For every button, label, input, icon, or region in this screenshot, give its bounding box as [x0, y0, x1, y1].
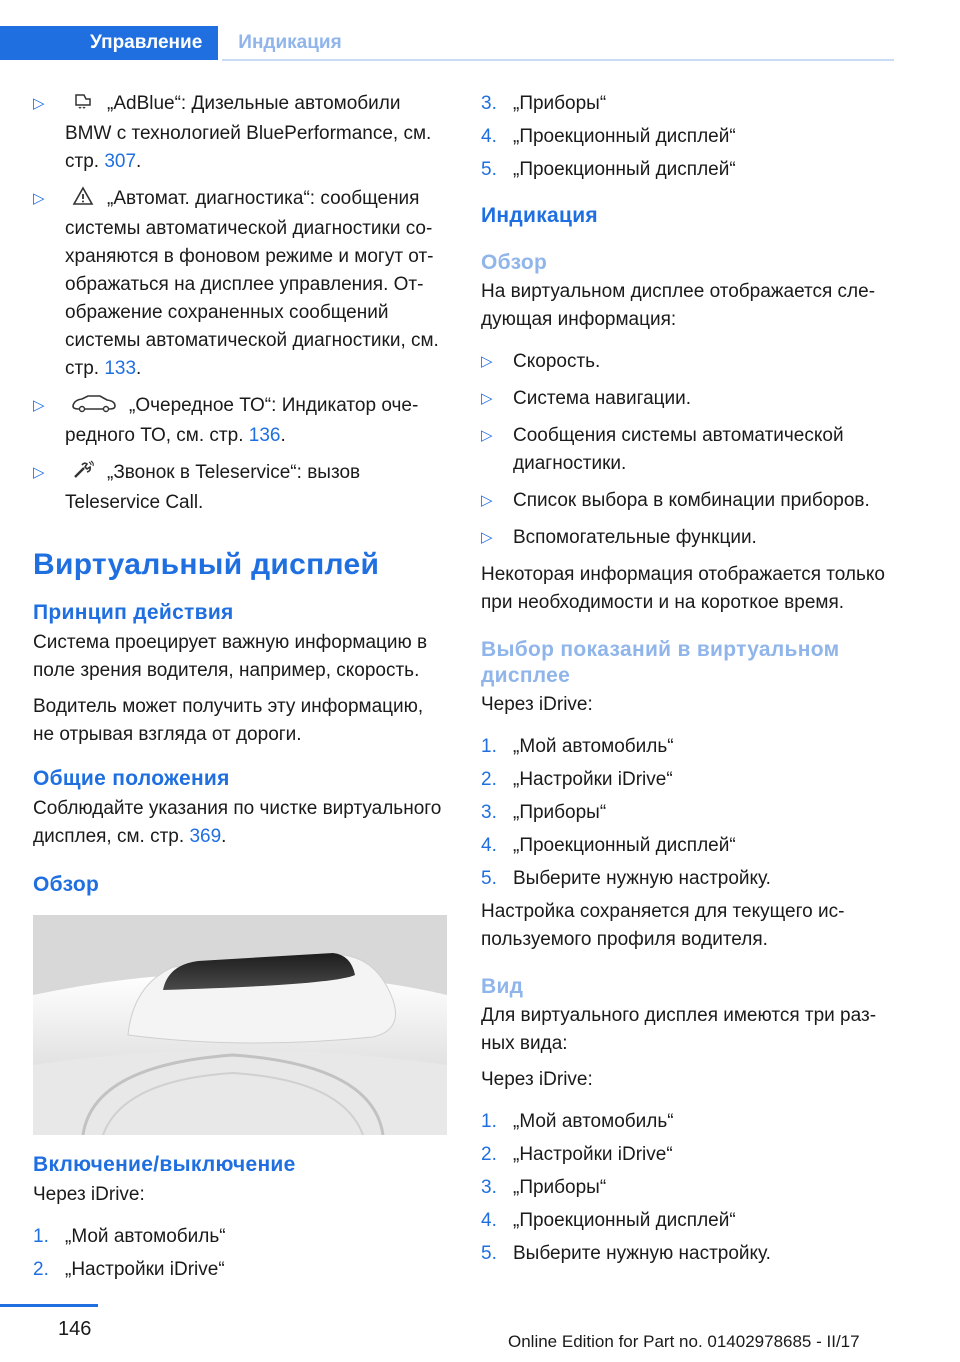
bullet-triangle-icon: ▷: [33, 95, 45, 112]
list-item: ▷ „Очередное ТО“: Индикатор очередного ТО, см. стр. 136.: [33, 392, 449, 450]
paragraph: Для виртуального дисплея имеются три разных вида:: [481, 1005, 877, 1054]
left-column: [33, 90, 449, 1289]
list-item: 3. „Приборы“: [481, 1177, 607, 1198]
warning-triangle-icon: [65, 186, 101, 215]
list-item-text: „Очередное ТО“: Индикатор очередного ТО, см. стр.: [65, 395, 419, 446]
overview-heading: Обзор: [481, 251, 548, 274]
paragraph: Через iDrive:: [481, 1069, 593, 1090]
list-item: 2. „Настройки iDrive“: [33, 1259, 225, 1280]
bullet-triangle-icon: ▷: [33, 190, 45, 207]
page-link[interactable]: 133: [104, 358, 137, 379]
paragraph: Настройка сохраняется для текущего используемого профиля водителя.: [481, 901, 845, 950]
wrench-call-icon: [65, 460, 101, 489]
footer-rule: [0, 1304, 98, 1307]
list-item-text: „AdBlue“: Дизельные автомобили BMW с технологией BluePerformance, см. стр.: [65, 93, 432, 172]
list-item: ▷ Сообщения системы автоматической диагностики.: [481, 425, 844, 474]
page-link[interactable]: 136: [248, 425, 281, 446]
section-title: Виртуальный дисплей: [33, 548, 380, 581]
list-item: ▷ Скорость.: [481, 351, 601, 372]
select-heading: Выбор показаний в виртуальном дисплее: [481, 638, 840, 687]
principle-heading: Принцип действия: [33, 601, 234, 624]
list-item: 4. „Проекционный дисплей“: [481, 1210, 736, 1231]
paragraph: Некоторая информация отображается только при необходимости и на короткое время.: [481, 564, 885, 613]
list-item: 3. „Приборы“: [481, 93, 607, 114]
bullet-triangle-icon: ▷: [33, 397, 45, 414]
list-item-text: „Автомат. диагностика“: сообщения системы автоматической диагностики сохраняются в фоновом режиме и могут отображаться на дисплее управления. Отображение сохраненных сообщений системы автоматической диагностики, см. стр.: [65, 188, 439, 379]
list-item: 1. „Мой автомобиль“: [33, 1226, 226, 1247]
paragraph: Через iDrive:: [481, 694, 593, 715]
onoff-heading: Включение/выключение: [33, 1153, 296, 1176]
list-item: ▷ Список выбора в комбинации приборов.: [481, 490, 870, 511]
head-up-display-photo: [33, 915, 447, 1135]
overview-heading: Обзор: [33, 873, 100, 896]
bullet-triangle-icon: ▷: [33, 464, 45, 481]
view-heading: Вид: [481, 975, 524, 998]
indication-heading: Индикация: [481, 204, 598, 227]
tab-control[interactable]: Управление: [0, 26, 218, 60]
paragraph: Система проецирует важную информацию в поле зрения водителя, например, скорость.: [33, 632, 428, 681]
list-item: ▷ „Автомат. диагностика“: сообщения системы автоматической диагностики сохраняются в фоновом режиме и могут отображаться на дисплее управления. Отображение сохраненных сообщений системы автоматической диагностики, см. стр. 133.: [33, 185, 449, 383]
paragraph: На виртуальном дисплее отображается следующая информация:: [481, 281, 876, 330]
page-link[interactable]: 369: [189, 826, 222, 847]
list-item: 5. „Проекционный дисплей“: [481, 159, 736, 180]
service-car-icon: [65, 393, 123, 422]
list-item: 5. Выберите нужную настройку.: [481, 868, 771, 889]
header-rule: [222, 59, 894, 61]
edition-note: Online Edition for Part no. 01402978685 - II/17: [508, 1332, 860, 1351]
paragraph: Соблюдайте указания по чистке виртуального дисплея, см. стр. 369.: [33, 798, 442, 847]
list-item: 3. „Приборы“: [481, 802, 607, 823]
list-item: 1. „Мой автомобиль“: [481, 736, 674, 757]
paragraph: Водитель может получить эту информацию, не отрывая взгляда от дороги.: [33, 696, 424, 745]
general-heading: Общие положения: [33, 767, 230, 790]
list-item: 4. „Проекционный дисплей“: [481, 835, 736, 856]
list-item: ▷ „AdBlue“: Дизельные автомобили BMW с технологией BluePerformance, см. стр. 307.: [33, 90, 449, 176]
right-column: [481, 90, 897, 1273]
list-item: [33, 459, 449, 517]
list-item: ▷ Система навигации.: [481, 388, 692, 409]
adblue-icon: [65, 91, 101, 120]
list-item-text: „Звонок в Teleservice“: вызов Teleservice Call.: [65, 462, 361, 513]
list-item: 2. „Настройки iDrive“: [481, 769, 673, 790]
list-item: 4. „Проекционный дисплей“: [481, 126, 736, 147]
list-item: 1. „Мой автомобиль“: [481, 1111, 674, 1132]
page-link[interactable]: 307: [104, 151, 137, 172]
list-item: 2. „Настройки iDrive“: [481, 1144, 673, 1165]
list-item: ▷ Вспомогательные функции.: [481, 527, 757, 548]
tab-indication[interactable]: Индикация: [238, 32, 342, 53]
page-number: 146: [58, 1318, 92, 1340]
header-tabs: [0, 26, 342, 60]
paragraph: Через iDrive:: [33, 1184, 145, 1205]
list-item: 5. Выберите нужную настройку.: [481, 1243, 771, 1264]
